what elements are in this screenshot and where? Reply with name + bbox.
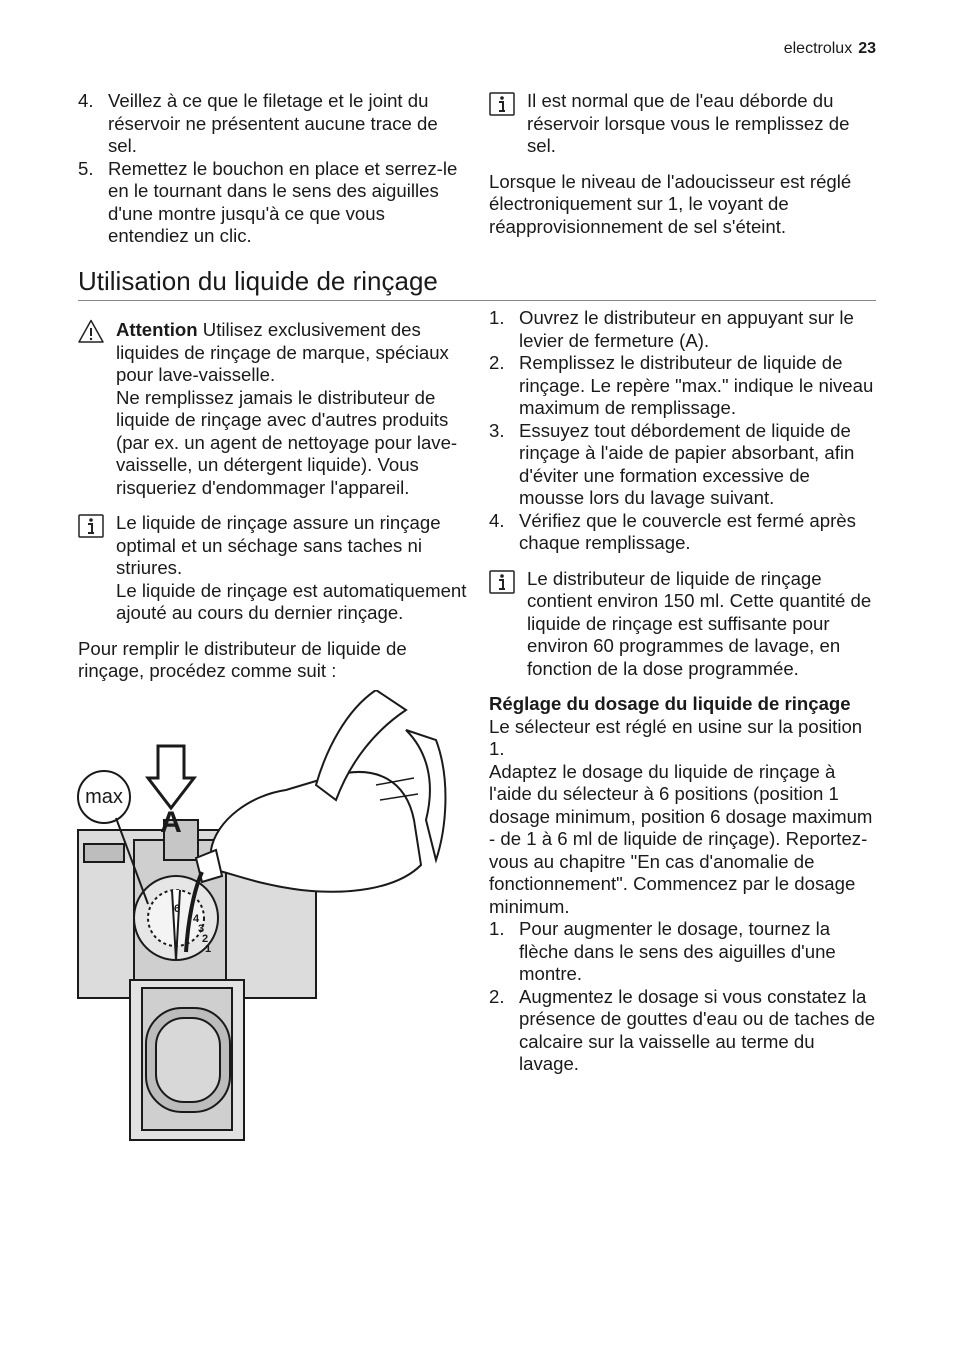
brand-name: electrolux [783, 40, 853, 57]
dosage-paragraph: Adaptez le dosage du liquide de rinçage à l'aide du sélecteur à 6 positions (position 1 dosage minimum, position 6 dosage maximum - de 1 à 6 ml de liquide de rinçage). Reportez-vous au chapitre "En cas d'anomalie de fonctionnement". Commencez par le dosage minimum. [489, 760, 873, 917]
page-header [784, 38, 876, 61]
top-right-column [489, 90, 877, 238]
intro-paragraph: Pour remplir le distributeur de liquide de rinçage, procédez comme suit : [78, 637, 407, 681]
salt-steps-list [78, 90, 468, 248]
list-item: 2. Augmentez le dosage si vous constatez la présence de gouttes d'eau ou de taches de calcaire sur la vaisselle au terme du lavage. [489, 985, 876, 1074]
list-item: 1. Pour augmenter le dosage, tournez la flèche dans le sens des aiguilles d'une montre. [489, 918, 836, 984]
salt-indicator-paragraph: Lorsque le niveau de l'adoucisseur est réglé électroniquement sur 1, le voyant de réapprovisionnement de sel s'éteint. [489, 170, 852, 237]
lever-label: A [160, 806, 182, 839]
dosage-steps-list [489, 918, 877, 1076]
warning-icon [78, 319, 104, 343]
attention-label: Attention [116, 319, 198, 340]
list-item: 3. Essuyez tout débordement de liquide de rinçage à l'aide de papier absorbant, afin d'éviter une formation excessive de mousse lors du lavage suivant. [489, 419, 855, 508]
dial-number: 1 [205, 943, 212, 955]
dosage-subheading: Réglage du dosage du liquide de rinçage [489, 693, 851, 714]
info-icon [78, 514, 104, 538]
left-column [78, 319, 468, 683]
dial-number: 4 [193, 913, 200, 925]
info-note: Il est normal que de l'eau déborde du réservoir lorsque vous le remplissez de sel. [489, 90, 877, 158]
dial-number: 6 [174, 903, 181, 915]
rinse-aid-dispenser-illustration [76, 690, 456, 1150]
list-item: 4. Vérifiez que le couvercle est fermé après chaque remplissage. [489, 509, 856, 553]
dosage-paragraph: Le sélecteur est réglé en usine sur la position 1. [489, 715, 863, 759]
info-note: Le distributeur de liquide de rinçage contient environ 150 ml. Cette quantité de liquide de rinçage est suffisante pour environ 60 programmes de lavage, en fonction de la dose programmée. [489, 568, 877, 681]
top-left-column [78, 90, 468, 248]
list-item: 1. Ouvrez le distributeur en appuyant sur le levier de fermeture (A). [489, 307, 854, 351]
list-item: 4. Veillez à ce que le filetage et le joint du réservoir ne présentent aucune trace de sel. [78, 90, 438, 156]
rinse-aid-steps-list [489, 307, 877, 555]
info-note: Le liquide de rinçage assure un rinçage optimal et un séchage sans taches ni striures. Le liquide de rinçage est automatiquement ajouté au cours du dernier rinçage. [78, 512, 468, 625]
info-icon [489, 92, 515, 116]
info-icon [489, 570, 515, 594]
max-label: max [85, 786, 123, 808]
list-item: 5. Remettez le bouchon en place et serrez-le en le tournant dans le sens des aiguilles d'une montre jusqu'à ce que vous entendiez un clic. [78, 157, 458, 246]
list-item: 2. Remplissez le distributeur de liquide de rinçage. Le repère "max." indique le niveau maximum de remplissage. [489, 352, 874, 418]
dial-number: 3 [198, 923, 205, 935]
page-number: 23 [858, 40, 876, 57]
attention-note: Attention Utilisez exclusivement des liquides de rinçage de marque, spéciaux pour lave-vaisselle. Ne remplissez jamais le distributeur de liquide de rinçage avec d'autres produits (par ex. un agent de nettoyage pour lave-vaisselle, un détergent liquide). Vous risqueriez d'endommager l'appareil. [78, 319, 468, 499]
right-column [489, 307, 877, 1076]
dial-number: 2 [202, 933, 209, 945]
section-title: Utilisation du liquide de rinçage [78, 264, 876, 301]
